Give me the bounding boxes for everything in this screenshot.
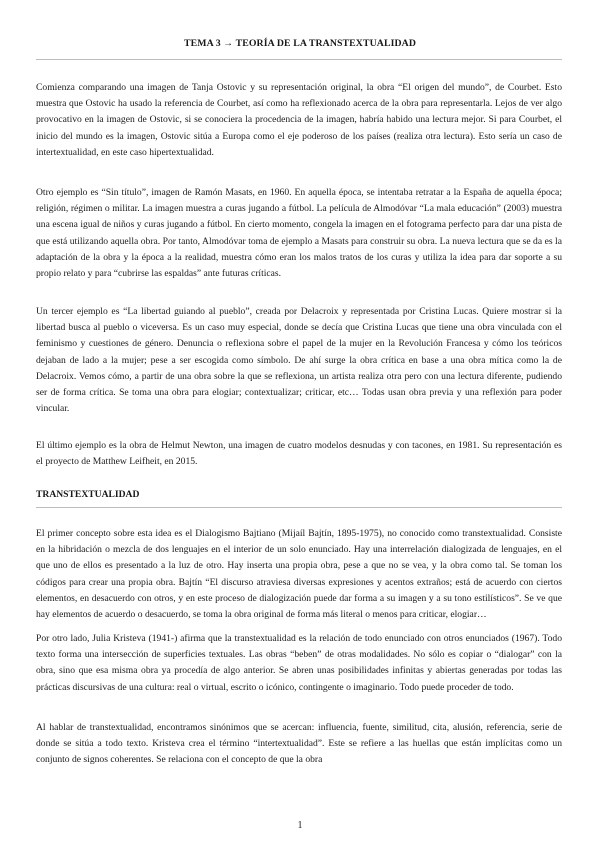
document-title: TEMA 3 → TEORÍA DE LA TRANSTEXTUALIDAD — [183, 38, 417, 49]
paragraph-ostovic: Comienza comparando una imagen de Tanja Ostovic y su representación original, la obra “El origen del mundo”, de Courbet. Esto muestra que Ostovic ha usado la referencia de Courbet, así como ha reflexionado acerca de la obra para representarla. Lejos de ver algo provocativo en la imagen de Ostovic, si se conociera la procedencia de la imagen, habría habido una lectura mejor. Si para Courbet, el inicio del mundo es la imagen, Ostovic sitúa a Europa como el eje poderoso de los países (realiza otra lectura). Esto sería un caso de intertextualidad, en este caso hipertextualidad. — [36, 82, 562, 158]
section-divider — [36, 507, 562, 508]
paragraph-bajtin: El primer concepto sobre esta idea es el Dialogismo Bajtiano (Mijaíl Bajtín, 1895-1975), no conocido como transtextualidad. Consiste en la hibridación o mezcla de dos lenguajes en el interior de un solo enunciado. Hay una interrelación dialogizada de lenguajes, en el que uno de ellos es presentado a la luz de otro. Hay inserta una propia obra, pese a que no se vea, y la obra como tal. Se toman los códigos para crear una propia obra. Bajtín “El discurso atraviesa diversas expresiones y acentos extraños; está de acuerdo con ciertos elementos, en desacuerdo con otros, y en este proceso de dialogización puede dar forma a su imagen y a su tono estilísticos”. Se ve que hay elementos de acuerdo o desacuerdo, se toma la obra original de forma más literal o menos para criticar, elogiar… — [36, 528, 562, 621]
paragraph-newton: El último ejemplo es la obra de Helmut Newton, una imagen de cuatro modelos desnudas y con tacones, en 1981. Su representación es el proyecto de Matthew Leifheit, en 2015. — [36, 440, 562, 468]
section-heading: TRANSTEXTUALIDAD — [36, 489, 140, 500]
paragraph-delacroix: Un tercer ejemplo es “La libertad guiando al pueblo”, creada por Delacroix y representada por Cristina Lucas. Quiere mostrar si la libertad busca al pueblo o viceversa. Es un caso muy especial, donde se decía que Cristina Lucas que tiene una obra vinculada con el feminismo y cuestiones de género. Denuncia o reflexiona sobre el papel de la mujer en la Revolución Francesa y cómo los teóricos dejaban de lado a la mujer; pese a ser escogida como símbolo. De ahí surge la obra crítica en base a una obra mítica como la de Delacroix. Vemos cómo, a partir de una obra sobre la que se reflexiona, un artista realiza otra pero con una lectura diferente, pudiendo ser de forma crítica. Se toma una obra para elogiar; contextualizar; criticar, etc… Todas usan obra previa y una reflexión para poder vincular. — [36, 306, 562, 415]
paragraph-intertextualidad: Al hablar de transtextualidad, encontramos sinónimos que se acercan: influencia, fuente, similitud, cita, alusión, referencia, serie de donde se sitúa a todo texto. Kristeva crea el término “intertextualidad”. Este se refiere a las huellas que están implícitas como un conjunto de signos coherentes. Se relaciona con el concepto de que la obra — [36, 722, 562, 766]
paragraph-masats: Otro ejemplo es “Sin título”, imagen de Ramón Masats, en 1960. En aquella época, se intentaba retratar a la España de aquella época; religión, régimen o militar. La imagen muestra a curas jugando a fútbol. La película de Almodóvar “La mala educación” (2003) muestra una escena igual de niños y curas jugando a fútbol. En cierto momento, congela la imagen en el fotograma perfecto para dar una pista de que está utilizando aquella obra. Por tanto, Almodóvar toma de ejemplo a Masats para construir su obra. La nueva lectura que se da es la adaptación de la obra y la época a la realidad, muestra cómo eran los malos tratos de los curas y utiliza la idea para dar soporte a su propio relato y para “cubrirse las espaldas” ante futuras críticas. — [36, 187, 562, 280]
paragraph-kristeva: Por otro lado, Julia Kristeva (1941-) afirma que la transtextualidad es la relación de todo enunciado con otros enunciados (1967). Todo texto forma una intersección de superficies textuales. Las obras “beben” de otras modalidades. No sólo es copiar o “dialogar” con la obra, sino que esa misma obra ya procedía de algo anterior. Se abren unas posibilidades infinitas y abiertas generadas por todas las prácticas discursivas de una cultura: real o virtual, escrito o icónico, contingente o imaginario. Todo puede proceder de todo. — [36, 633, 562, 693]
page-number: 1 — [297, 820, 303, 831]
title-divider — [36, 59, 562, 60]
